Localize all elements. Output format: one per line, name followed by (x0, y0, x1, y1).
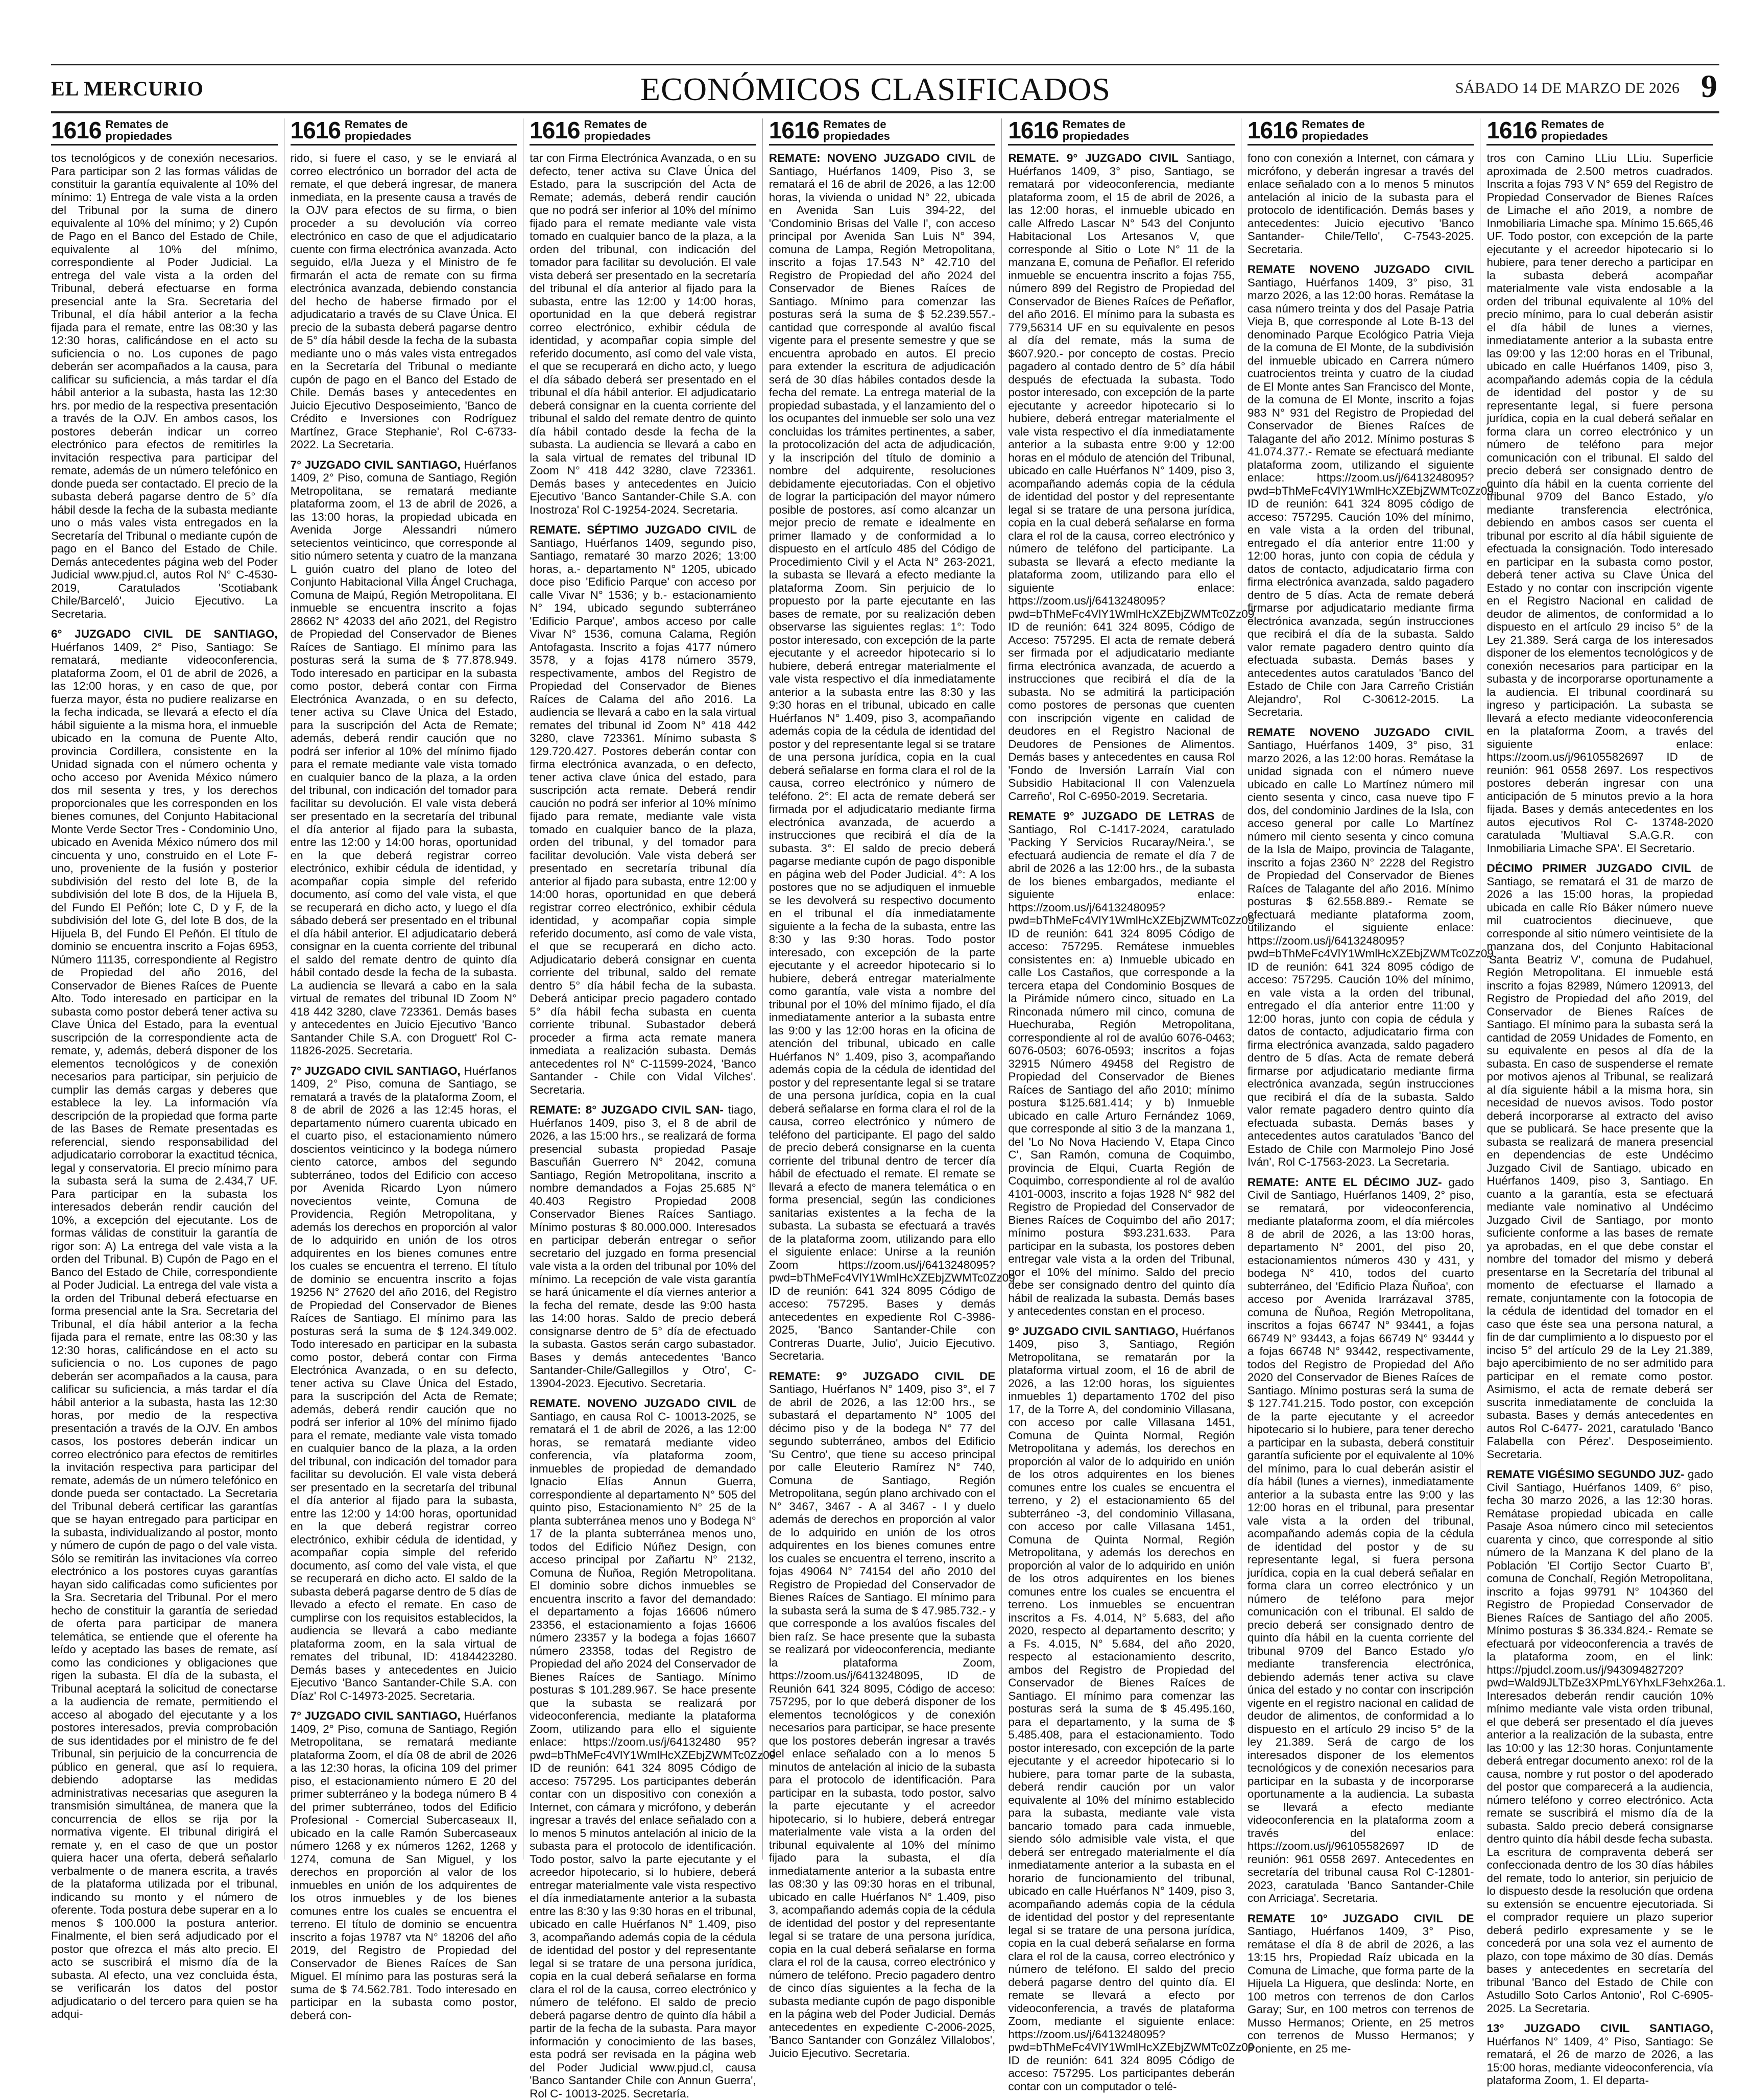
notice-body: gado Civil de Santiago, Huérfanos 1409, 2° piso, se rematará, por videoconferencia, mediante plataforma zoom, el día miércoles 8 de abril de 2026, a las 13:00 horas, departamento N° 2001, del piso 20, estacionamientos números 430 y 431, y bodega N° 410, todos del cuarto subterráneo, del 'Edificio Plaza Ñuñoa', con acceso por Avenida Irarrázaval 3785, comuna de Ñuñoa, Región Metropolitana, inscritos a fojas 66747 N° 93441, a fojas 66749 N° 93443, a fojas 66749 N° 93444 y a fojas 66748 N° 93442, respectivamente, todos del Registro de Propiedad del Año 2020 del Conservador de Bienes Raíces de Santiago. Mínimo posturas será la suma de $ 127.741.215. Todo postor, con excepción de la parte ejecutante y el acreedor hipotecario si lo hubiere, para tener derecho a participar en la subasta, deberá constituir garantía suficiente por el equivalente al 10% del mínimo, para lo cual deberán asistir el día hábil (lunes a viernes), inmediatamente anterior a la subasta entre las 9:00 y las 12:00 horas en el tribunal, para presentar vale vista a la orden del tribunal, acompañando además copia de la cédula de identidad del postor y de su representante legal, si fuera persona jurídica, copia en la cual deberá señalar en forma clara un correo electrónico y un número de teléfono para mejor comunicación con el tribunal. El saldo de precio deberá ser consignado dentro de quinto día hábil en la cuenta corriente del tribunal 9709 del Banco Estado y/o mediante transferencia electrónica, debiendo además tener activa su clave única del estado y no contar con inscripción vigente en el registro nacional en calidad de deudor de alimentos, de conformidad a lo dispuesto en el artículo 29 inciso 5° de la ley 21.389. Será de cargo de los interesados disponer de los elementos tecnológicos y de conexión necesarios para participar en la subasta y de incorporarse oportunamente a la audiencia. La subasta se llevará a efecto mediante videoconferencia en la plataforma zoom a través del enlace: https://zoom.us/j/96105582697 ID de reunión: 961 0558 2697. Antecedentes en secretaría del tribunal causa Rol C-12801-2023, caratulada 'Banco Santander-Chile con Arriciaga'. Secretaria. (1247, 1175, 1474, 1905)
section-label-line1: Remates de (344, 118, 408, 131)
masthead-bottom-rule (51, 111, 1719, 113)
section-label-line2: propiedades (1302, 130, 1369, 143)
column-header (291, 118, 517, 146)
section-code: 1616 (1486, 117, 1537, 144)
notice-heading: DÉCIMO PRIMER JUZGADO CIVIL (1486, 862, 1691, 875)
section-label (823, 118, 890, 142)
section-code: 1616 (1008, 117, 1059, 144)
auction-notice (291, 1065, 517, 1703)
auction-notice (530, 1397, 776, 2100)
auction-notice (291, 1709, 517, 2022)
auction-notice (530, 1103, 756, 1390)
auction-notice (1248, 1912, 1474, 2056)
auction-notice (530, 523, 756, 1096)
column-header (1008, 118, 1235, 146)
notice-heading: REMATE. 9° JUZGADO CIVIL (1008, 152, 1179, 165)
section-label (105, 118, 172, 142)
auction-notice (530, 152, 756, 516)
column-3 (523, 117, 776, 2100)
notice-body: Santiago, Huérfanos 1409, 3° piso, 31 marzo 2026, a las 12:00 horas. Remátase la casa número treinta y dos del Pasaje Patria Vieja B, que corresponde al Lote B-13 del denominado Parque Ecológico Patria Vieja de la comuna de El Monte, de la subdivisión del inmueble ubicado en Carrera número cuatrocientos treinta y cuatro de la ciudad de El Monte antes San Francisco del Monte, de la comuna de El Monte, inscrito a fojas 983 N° 931 del Registro de Propiedad del Conservador de Bienes Raíces de Talagante del año 2012. Mínimo posturas $ 41.074.377.- Remate se efectuará mediante plataforma zoom, utilizando el siguiente enlace: https://zoom.us/j/6413248095?pwd=bThMeFc4VlY1WmlHcXZEbjZWMTc0Zz09, ID de reunión: 641 324 8095 código de acceso: 757295. Caución 10% del mínimo, en vale vista a la orden del tribunal, entregado el día anterior entre 11:00 y 12:00 horas, junto con copia de cédula y datos de contacto, adjudicatario firma con firma electrónica avanzada, saldo pagadero dentro de 5 días. Acta de remate deberá firmarse por adjudicatario mediante firma electrónica avanzada, según instrucciones que recibirá el día de la subasta. Saldo valor remate pagadero dentro quinto día efectuada subasta. Demás bases y antecedentes autos caratulados 'Banco del Estado de Chile con Jara Carreño Cristián Alejandro', Rol C-30612-2015. La Secretaria. (1247, 276, 1497, 719)
column-header (769, 118, 996, 146)
auction-notice (1486, 152, 1713, 855)
notice-heading: 7° JUZGADO CIVIL SANTIAGO, (290, 1709, 461, 1723)
notice-body: Santiago, Huérfanos N° 1409, piso 3°, el 7 de abril de 2026, a las 12:00 hrs., se subastará el departamento N° 1005 del décimo piso y de la bodega N° 77 del segundo subterráneo, ambos del Edificio 'Su Centro', que tiene su acceso principal por calle Eleuterio Ramírez N° 740, Comuna de Santiago, Región Metropolitana, según plano archivado con el N° 3467, 3467 - A al 3467 - I y duelo además de derechos en proporción al valor de lo adquirido en unión de los otros adquirentes en los bienes comunes entre los cuales se encuentra el terreno, inscrito a fojas 49064 N° 74154 del año 2010 del Registro de Propiedad del Conservador de Bienes Raíces de Santiago. El mínimo para la subasta será la suma de $ 47.985.732.- y que corresponde a los avalúos fiscales del bien raíz. Se hace presente que la subasta se realizará por videoconferencia, mediante la plataforma Zoom, https://zoom.us/j/6413248095, ID de Reunión 641 324 8095, Código de acceso: 757295, por lo que deberá disponer de los elementos tecnológicos y de conexión necesarios para participar, se hace presente que los postores deberán ingresar a través del enlace señalado con a lo menos 5 minutos de antelación al inicio de la subasta para el protocolo de identificación. Para participar en la subasta, todo postor, salvo la parte ejecutante y el acreedor hipotecario, si lo hubiere, deberá entregar materialmente vale vista a la orden del tribunal equivalente al 10% del mínimo fijado para la subasta, el día inmediatamente anterior a la subasta entre las 08:30 y las 09:30 horas en el tribunal, ubicado en calle Huérfanos N° 1.409, piso 3, acompañando además copia de la cédula de identidad del postor y del representante legal si se tratare de una persona jurídica, copia en la cual deberá señalarse en forma clara el rol de la causa, correo electrónico y número de teléfono. Precio pagadero dentro de cinco días siguientes a la fecha de la subasta mediante cupón de pago disponible en la página web del Poder Judicial. Demás antecedentes en expediente C-2006-2025, 'Banco Santander con González Villalobos', Juicio Ejecutivo. Secretaria. (769, 1383, 996, 2060)
notice-body: Santiago, Huérfanos 1409, 3° Piso, remátase el día 8 de abril de 2026, a las 13:15 hrs, Propiedad Raíz ubicada en la Comuna de Limache, que forma parte de la Hijuela La Higuera, que deslinda: Norte, en 100 metros con terrenos de don Carlos Garay; Sur, en 100 metros con terrenos de Musso Hermanos; Oriente, en 25 metros con terrenos de Musso Hermanos; y Poniente, en 25 me- (1247, 1925, 1474, 2055)
auction-notice (51, 627, 278, 2021)
page-number: 9 (1701, 68, 1717, 104)
column-6 (1241, 117, 1497, 2055)
notice-body: Huérfanos 1409, 2° Piso, Santiago: Se rematará, mediante videoconferencia, plataforma Zoom, el 01 de abril de 2026, a las 12:00 horas, y en caso de que, por fuerza mayor, ésta no pudiere realizarse en la fecha indicada, se llevará a efecto el día hábil siguiente a la misma hora, el inmueble ubicado en la comuna de Puente Alto, provincia Cordillera, consistente en la Unidad signada con el número ochenta y ocho acceso por Avenida México número dos mil sesenta y tres, y los derechos proporcionales que les corresponden en los bienes comunes, del Conjunto Habitacional Monte Verde Sector Tres - Condominio Uno, ubicado en Avenida México número dos mil cincuenta y uno, construido en el Lote F-uno, proveniente de la fusión y posterior subdivisión del resto del lote B, de la subdivisión del lote B dos, de la Hijuela B, del Fundo El Peñón; lote C, D y F, de la subdivisión del lote G, del lote B dos, de la Hijuela B, del Fundo El Peñón. El título de dominio se encuentra inscrito a Fojas 6953, Número 11135, correspondiente al Registro de Propiedad del año 2016, del Conservador de Bienes Raíces de Puente Alto. Todo interesado en participar en la subasta como postor deberá tener activa su Clave Única del Estado, para la eventual suscripción de la correspondiente acta de remate, y, además, deberá disponer de los elementos tecnológicos y de conexión necesarios para participar, sin perjuicio de cumplir las demás cargas y deberes que establece la ley. La información vía descripción de la propiedad que forma parte de las Bases de Remate presentadas es referencial, siendo responsabilidad del adjudicatario corroborar la exactitud técnica, legal y conservatoria. El precio mínimo para la subasta será la suma de 2.434,7 UF. Para participar en la subasta los interesados deberán rendir caución del 10%, a excepción del ejecutante. Los de formas válidas de constituir la garantía de rigor son: A) La entrega del vale vista a la orden del Tribunal. B) Cupón de Pago en el Banco del Estado de Chile, correspondiente al Poder Judicial. La entrega del vale vista a la orden del Tribunal deberá efectuarse en forma presencial ante la Sra. Secretaria del Tribunal, el día hábil anterior a la fecha fijada para el remate, entre las 08:30 y las 12:30 horas, calificándose en el acto su suficiencia o no. Los cupones de pago deberán ser acompañados a la causa, para calificar su suficiencia, a más tardar el día hábil anterior a la subasta, hasta las 12:30 horas, por medio de la respectiva presentación a través de la OJV. En ambos casos, los postores deberán indicar un correo electrónico para efectos de remitirles la invitación respectiva para participar del remate, además de un número telefónico en donde pueda ser contactado. La Secretaria del Tribunal deberá certificar las garantías que se hayan entregado para participar en la subasta, individualizando al postor, monto y número de cupón de pago o del vale vista. Sólo se remitirán las invitaciones vía correo electrónico a los postores cuyas garantías hayan sido calificadas como suficientes por la Sra. Secretaria del Tribunal. Por el mero hecho de constituir la garantía de seriedad de oferta para participar de manera telemática, se entiende que el oferente ha leído y aceptado las bases de remate, así como las condiciones y obligaciones que rigen la subasta. El día de la subasta, el Tribunal aceptará la solicitud de conectarse a la audiencia de remate, permitiendo el acceso al abogado del ejecutante y a los postores interesados, previa comprobación de sus identidades por el ministro de fe del Tribunal, sin perjuicio de la concurrencia de público en general, que así lo requiera, debiendo adoptarse las medidas administrativas necesarias que aseguren la transmisión simultánea, de manera que la concurrencia de ellos se rija por la normativa vigente. El tribunal dirigirá el remate y, en el caso de que un postor quiera hacer una oferta, deberá señalarlo verbalmente o de manera escrita, a través de la plataforma utilizada por el tribunal, indicando su monto y el número de oferente. Toda postura debe superar en a lo menos $ 100.000 la postura anterior. Finalmente, el bien será adjudicado por el postor que ofrezca el más alto precio. El acto se suscribirá el mismo día de la subasta. Al efecto, una vez concluida ésta, se verificarán los datos del postor adjudicatario o del tercero para quien se ha adqui- (51, 640, 278, 2021)
section-code: 1616 (51, 117, 102, 144)
column-1 (51, 117, 284, 2021)
notice-body: Santiago, Huérfanos 1409, 3° piso, Santiago, se rematará por videoconferencia, mediante plataforma zoom, el 15 de abril de 2026, a las 12:00 horas, el inmueble ubicado en calle Alfredo Lascar N° 543 del Conjunto Habitacional Los Artesanos V, que corresponde al Sitio o Lote N° 11 de la manzana E, comuna de Peñaflor. El referido inmueble se encuentra inscrito a fojas 755, número 899 del Registro de Propiedad del Conservador de Bienes Raíces de Peñaflor, del año 2016. El mínimo para la subasta es 779,56314 UF en su equivalente en pesos al día del remate, más la suma de $607.920.- por concepto de costas. Precio pagadero al contado dentro de 5° día hábil después de efectuada la subasta. Todo postor interesado, con excepción de la parte ejecutante y acreedor hipotecario si lo hubiere, deberá entregar materialmente el vale vista respectivo el día inmediatamente anterior a la subasta entre 9:00 y 12:00 horas en el módulo de atención del Tribunal, ubicado en calle Huérfanos N° 1409, piso 3, acompañando además copia de la cédula de identidad del postor y del representante legal si se tratare de una persona jurídica, copia en la cual deberá señalarse en forma clara el rol de la causa, correo electrónico y número de teléfono del participante. La subasta se llevará a efecto mediante la plataforma zoom, utilizando para ello el siguiente enlace: https://zoom.us/j/6413248095? pwd=bThMeFc4VlY1WmlHcXZEbjZWMTc0Zz09 ID de reunión: 641 324 8095, Código de Acceso: 757295. El acta de remate deberá ser firmada por el adjudicatario mediante firma electrónica avanzada, de acuerdo a instrucciones que recibirá el día de la subasta. No se admitirá la participación como postores de personas que cuenten con inscripción vigente en calidad de deudores en el Registro Nacional de Deudores de Pensiones de Alimentos. Demás bases y antecedentes en causa Rol 'Fondo de Inversión Larraín Vial con Subsidio Habitacional II con Valenzuela Carreño', Rol C-6950-2019. Secretaria. (1008, 152, 1255, 803)
notice-body: rido, si fuere el caso, y se le enviará al correo electrónico un borrador del acta de remate, el que deberá ingresar, de manera inmediata, en la presente causa a través de la OJV para efectos de su firma, o bien proceder a su devolución vía correo electrónico en caso de que el adjudicatario cuente con firma electrónica avanzada. Acto seguido, el/la Jueza y el Ministro de fe firmarán el acta de remate con su firma electrónica avanzada, debiendo constancia del hecho de haberse firmado por el adjudicatario a través de su Clave Única. El precio de la subasta deberá pagarse dentro de 5° día hábil desde la fecha de la subasta mediante uno o más vales vista entregados en la Secretaría del Tribunal o mediante cupón de pago en el Banco del Estado de Chile. Demás bases y antecedentes en Juicio Ejecutivo Desposeimiento, 'Banco de Crédito e Inversiones con Rodríguez Martínez, Grace Stephanie', Rol C-6733-2022. La Secretaria. (290, 152, 517, 451)
column-2 (284, 117, 523, 2022)
section-label-line1: Remates de (584, 118, 647, 131)
notice-heading: REMATE 9° JUZGADO DE LETRAS (1008, 810, 1215, 823)
notice-body: tos tecnológicos y de conexión necesarios. Para participar son 2 las formas válidas de constituir la garantía equivalente al 10% del mínimo: 1) Entrega de vale vista a la orden del Tribunal por la suma de dinero equivalente al 10% del mínimo; y 2) Cupón de Pago en el Banco del Estado de Chile, equivalente al 10% del mínimo, correspondiente al Poder Judicial. La entrega del vale vista a la orden del Tribunal, deberá efectuarse en forma presencial ante la Sra. Secretaria del Tribunal, el día hábil anterior a la fecha fijada para el remate, entre las 08:30 y las 12:30 horas, calificándose en el acto su suficiencia o no. Los cupones de pago deberán ser acompañados a la causa, para calificar su suficiencia, a más tardar el día hábil anterior a la subasta, hasta las 12:30 hrs. por medio de la respectiva presentación a través de la OJV. En ambos casos, los postores deberán indicar un correo electrónico para efectos de remitirles la invitación respectiva para participar del remate, además de un número telefónico en donde pueda ser contactado. El precio de la subasta deberá pagarse dentro de 5° día hábil desde la fecha de la subasta mediante uno o más vales vista entregados en la Secretaría del Tribunal o mediante cupón de pago en el Banco del Estado de Chile. Demás antecedentes página web del Poder Judicial www.pjud.cl, autos Rol N° C-4530-2019, Caratulados 'Scotiabank Chile/Barceló', Juicio Ejecutivo. La Secretaria. (51, 152, 278, 620)
section-label-line1: Remates de (1541, 118, 1604, 131)
auction-notice (1008, 152, 1255, 803)
section-label-line2: propiedades (1541, 130, 1608, 143)
notice-body: tar con Firma Electrónica Avanzada, o en su defecto, tener activa su Clave Única del Estado, para la suscripción del Acta de Remate; además, deberá rendir caución que no podrá ser inferior al 10% del mínimo fijado para el remate mediante vale vista tomado en cualquier banco de la plaza, a la orden del tribunal, con indicación del tomador para facilitar su devolución. El vale vista deberá ser presentado en la secretaría del tribunal el día anterior al fijado para la subasta, entre las 12:00 y 14:00 horas, oportunidad en la que deberá registrar correo electrónico, exhibir cédula de identidad, y acompañar copia simple del referido documento, así como del vale vista, el que se recuperará en dicho acto, y luego el día sábado deberá ser presentado en el tribunal el día hábil anterior. El adjudicatario deberá consignar en la cuenta corriente del tribunal el saldo del remate dentro de quinto día hábil contado desde la fecha de la subasta. La audiencia se llevará a cabo en la sala virtual de remates del tribunal ID Zoom N° 418 442 3280, clave 723361. Demás bases y antecedentes en Juicio Ejecutivo 'Banco Santander-Chile S.A. con Inostroza' Rol C-19254-2024. Secretaria. (530, 152, 756, 516)
column-header (530, 118, 756, 146)
auction-notice (1486, 2022, 1713, 2087)
auction-notice (291, 458, 517, 1057)
notice-body: de Santiago, Huérfanos 1409, Piso 3, se rematará el 16 de abril de 2026, a las 12:00 horas, la vivienda o unidad N° 22, ubicada en Avenida San Luis 394-22, del 'Condominio Brisas del Valle I', con acceso principal por Avenida San Luis N° 394, comuna de Lampa, Región Metropolitana, inscrito a fojas 17.543 N° 42.710 del Registro de Propiedad del año 2024 del Conservador de Bienes Raíces de Santiago. Mínimo para comenzar las posturas será la suma de $ 52.239.557.- cantidad que corresponde al avalúo fiscal vigente para el presente semestre y que se encuentra aprobado en autos. El precio para extender la escritura de adjudicación será de 30 días hábiles contados desde la fecha del remate. La entrega material de la propiedad subastada, y el lanzamiento del o los ocupantes del inmueble ser solo una vez concluidas los trámites pertinentes, a saber, la protocolización del acta de adjudicación, y la inscripción del título de dominio a nombre del adquirente, resoluciones debidamente ejecutoriadas. Con el objetivo de lograr la participación del mayor número posible de postores, así como alcanzar un mejor precio de remate e idealmente en primer llamado y de conformidad a lo dispuesto en el artículo 485 del Código de Procedimiento Civil y el Acta N° 263-2021, la subasta se llevará a efecto mediante la plataforma Zoom. Sin perjuicio de lo propuesto por la parte ejecutante en las bases de remate, por su realización deben observarse las siguientes reglas: 1°: Todo postor interesado, con excepción de la parte ejecutante y el acreedor hipotecario si lo hubiere, deberá entregar materialmente el vale vista respectivo el día inmediatamente anterior a la subasta entre las 8:30 y las 9:30 horas en el tribunal, ubicado en calle Huérfanos N° 1.409, piso 3, acompañando además copia de la cédula de identidad del postor y del representante legal si se tratare de una persona jurídica, copia en la cual deberá señalarse en forma clara el rol de la causa, correo electrónico y número de teléfono. 2°: El acta de remate deberá ser firmada por el adjudicatario mediante firma electrónica avanzada, de acuerdo a instrucciones que recibirá el día de la subasta. 3°: El saldo de precio deberá pagarse mediante cupón de pago disponible en página web del Poder Judicial. 4°: A los postores que no se adjudiquen el inmueble se les devolverá su respectivo documento en el tribunal el día inmediatamente siguiente a la fecha de la subasta, entre las 8:30 y las 9:30 horas. Todo postor interesado, con excepción de la parte ejecutante y el acreedor hipotecario si lo hubiere, deberá entregar materialmente como garantía, vale vista a nombre del tribunal por el 10% del mínimo fijado, el día inmediatamente anterior a la subasta entre las 9:00 y las 12:00 horas en la oficina de atención del tribunal, ubicado en calle Huérfanos N° 1.409, piso 3, acompañando además copia de la cédula de identidad del postor y del representante legal si se tratare de una persona jurídica, copia en la cual deberá señalarse en forma clara el rol de la causa, correo electrónico y número de teléfono del participante. El pago del saldo de precio deberá consignarse en la cuenta corriente del tribunal dentro de tercer día hábil de efectuado el remate. El remate se llevará a efecto de manera telemática o en forma presencial, según las condiciones sanitarias existentes a la fecha de la subasta. La subasta se efectuará a través de la plataforma zoom, utilizando para ello el siguiente enlace: Unirse a la reunión Zoom https://zoom.us/j/6413248095? pwd=bThMeFc4VlY1WmlHcXZEbjZWMTc0Zz09 ID de reunión: 641 324 8095 Código de acceso: 757295. Bases y demás antecedentes en expediente Rol C-3986-2025, 'Banco Santander-Chile con Contreras Duarte, Julio', Juicio Ejecutivo. Secretaria. (769, 152, 1015, 1363)
notice-body: de Santiago, en causa Rol C- 10013-2025, se rematará el 1 de abril de 2026, a las 12:00 horas, se rematará mediante video conferencia, vía plataforma zoom, inmuebles de propiedad de demandado Ignacio Elías Annun Guerra, correspondiente al departamento N° 505 del quinto piso, Estacionamiento N° 25 de la planta subterránea menos uno y Bodega N° 17 de la planta subterránea menos uno, todos del Edificio Núñez Design, con acceso principal por Zañartu N° 2132, Comuna de Ñuñoa, Región Metropolitana. El dominio sobre dichos inmuebles se encuentra inscrito a favor del demandado: el departamento a fojas 16606 número 23356, el estacionamiento a fojas 16606 número 23357 y la bodega a fojas 16607 número 23358, todas del Registro de Propiedad del año 2024 del Conservador de Bienes Raíces de Santiago. Mínimo posturas $ 101.289.967. Se hace presente que la subasta se realizará por videoconferencia, mediante la plataforma Zoom, utilizando para ello el siguiente enlace: https://zoom.us/j/64132480 95?pwd=bThMeFc4VlY1WmlHcXZEbjZWMTc0Zz09 ID de reunión: 641 324 8095 Código de acceso: 757295. Los participantes deberán contar con un dispositivo con conexión a Internet, con cámara y micrófono, y deberán ingresar a través del enlace señalado con a lo menos 5 minutos antelación al inicio de la subasta para el protocolo de identificación. Todo postor, salvo la parte ejecutante y el acreedor hipotecario, si lo hubiere, deberá entregar materialmente vale vista respectivo el día inmediatamente anterior a la subasta entre las 8:30 y las 9:30 horas en el tribunal, ubicado en calle Huérfanos N° 1.409, piso 3, acompañando además copia de la cédula de identidad del postor y del representante legal si se tratare de una persona jurídica, copia en la cual deberá señalarse en forma clara el rol de la causa, correo electrónico y número de teléfono. El saldo de precio deberá pagarse dentro de quinto día hábil a partir de la fecha de la subasta. Para mayor información y conocimiento de las bases, esta podrá ser revisada en la página web del Poder Judicial www.pjud.cl, causa 'Banco Santander Chile con Annun Guerra', Rol C- 10013-2025. Secretaría. (530, 1397, 776, 2100)
column-7 (1480, 117, 1726, 2087)
masthead-top-rule (51, 64, 1719, 65)
column-header (1248, 118, 1474, 146)
auction-notice (1247, 726, 1497, 1169)
notice-body: Huérfanos N° 1409, 4° Piso, Santiago: Se rematará, el 26 de marzo de 2026, a las 15:00 horas, mediante videoconferencia, vía plataforma Zoom, 1. El departa- (1486, 2035, 1714, 2087)
section-label-line2: propiedades (584, 130, 651, 143)
section-code: 1616 (530, 117, 580, 144)
notice-heading: REMATE VIGÉSIMO SEGUNDO JUZ- (1486, 1468, 1685, 1481)
section-label-line1: Remates de (105, 118, 169, 131)
auction-notice (769, 152, 1015, 1363)
auction-notice (1008, 1324, 1255, 2093)
column-header (51, 118, 278, 146)
newspaper-name: EL MERCURIO (51, 77, 204, 100)
notice-body: de Santiago, se rematará el 31 de marzo de 2026 a las 15:00 horas, la propiedad ubicada en calle Río Báker número nueve mil cuatrocientos diecinueve, que corresponde al sitio número veintisiete de la manzana dos, del Conjunto Habitacional 'Santa Beatriz V', comuna de Pudahuel, Región Metropolitana. El inmueble está inscrito a fojas 82989, Número 120913, del Registro de Propiedad del año 2019, del Conservador de Bienes Raíces de Santiago. El mínimo para la subasta será la cantidad de 2059 Unidades de Fomento, en su equivalente en pesos al día de la subasta. En caso de suspenderse el remate por motivos ajenos al Tribunal, se realizará al día siguiente hábil a la misma hora, sin necesidad de nuevos avisos. Todo postor deberá incorporarse al extracto del aviso que se publicará. Se hace presente que la subasta se realizará de manera presencial en dependencias de este Undécimo Juzgado Civil de Santiago, ubicado en Huérfanos 1409, piso 3, Santiago. En cuanto a la garantía, esta se efectuará mediante vale nominativo al Undécimo Juzgado Civil de Santiago, por monto suficiente conforme a las bases de remate ya aprobadas, en el que debe constar el nombre del tomador del mismo y deberá presentarse en la Secretaría del tribunal al momento de efectuarse el llamado a remate, conjuntamente con la fotocopia de la cédula de identidad del tomador en el caso que éste sea una persona natural, a fin de dar cumplimiento a lo dispuesto por el inciso 5° del artículo 29 de la Ley 21.389, bajo apercibimiento de no ser admitido para participar en el remate como postor. Asimismo, el acta de remate deberá ser suscrita inmediatamente de concluida la subasta. Bases y demás antecedentes en autos Rol C-6477- 2021, caratulado 'Banco Falabella con Pérez'. Desposeimiento. Secretaria. (1486, 862, 1714, 1461)
notice-heading: REMATE: 9° JUZGADO CIVIL DE (769, 1369, 996, 1383)
section-label-line2: propiedades (344, 130, 412, 143)
notice-heading: REMATE. NOVENO JUZGADO CIVIL (530, 1397, 737, 1410)
auction-notice (1486, 1468, 1726, 2015)
section-label (1541, 118, 1608, 142)
section-label-line1: Remates de (1062, 118, 1126, 131)
notice-heading: REMATE: NOVENO JUZGADO CIVIL (769, 152, 976, 165)
section-label-line2: propiedades (1062, 130, 1130, 143)
publication-date: SÁBADO 14 DE MARZO DE 2026 (1455, 80, 1680, 96)
notice-body: de Santiago, Huérfanos 1409, segundo piso, Santiago, remataré 30 marzo 2026; 13:00 horas, a.- departamento N° 1205, ubicado doce piso 'Edificio Parque' con acceso por calle Vivar N° 1536; y b.- estacionamiento N° 194, ubicado segundo subterráneo 'Edificio Parque', ambos acceso por calle Vivar N° 1536, comuna Calama, Región Antofagasta. Inscrito a fojas 4177 número 3578, y a fojas 4178 número 3579, respectivamente, ambos del Registro de Propiedad del Conservador de Bienes Raíces de Calama del año 2016. La audiencia se llevará a cabo en la sala virtual remates del tribunal id Zoom N° 418 442 3280, clave 723361. Mínimo subasta $ 129.720.427. Postores deberán contar con firma electrónica avanzada, o en defecto, tener activa clave única del estado, para suscripción acta remate. Deberá rendir caución no podrá ser inferior al 10% mínimo fijado para remate, mediante vale vista tomado en cualquier banco de la plaza, orden del tribunal, y del tomador para facilitar devolución. Vale vista deberá ser presentado en secretaría tribunal día anterior al fijado para subasta, entre 12:00 y 14:00 horas, oportunidad en que deberá registrar correo electrónico, exhibir cédula identidad, y acompañar copia simple referido documento, así como de vale vista, el que se recuperará en dicho acto. Adjudicatario deberá consignar en cuenta corriente del tribunal, saldo del remate dentro 5° día hábil fecha de la subasta. Deberá anticipar precio pagadero contado 5° día hábil fecha subasta en cuenta corriente tribunal. Subastador deberá proceder a firma acta remate manera inmediata a realización subasta. Demás antecedentes rol N° C-11599-2024, 'Banco Santander - Chile con Vidal Vilches'. Secretaria. (530, 523, 756, 1096)
notice-body: Santiago, Huérfanos 1409, 3° piso, 31 marzo 2026, a las 12:00 horas. Remátase la unidad signada con el número nueve ubicado en calle Lo Martínez número mil ciento sesenta y cinco, casa nueve tipo F dos, del condominio Jardines de la Isla, con acceso general por calle Lo Martínez número mil ciento sesenta y cinco comuna de la Isla de Maipo, provincia de Talagante, inscrito a fojas 2360 N° 2228 del Registro de Propiedad del Conservador de Bienes Raíces de Talagante del año 2016. Mínimo posturas $ 62.558.889.- Remate se efectuará mediante plataforma zoom, utilizando el siguiente enlace: https://zoom.us/j/6413248095?pwd=bThMeFc4VlY1WmlHcXZEbjZWMTc0Zz09, ID de reunión: 641 324 8095 código de acceso: 757295. Caución 10% del mínimo, en vale vista a la orden del tribunal, entregado el día anterior entre 11:00 y 12:00 horas, junto con copia de cédula y datos de contacto, adjudicatario firma con firma electrónica avanzada, saldo pagadero dentro de 5 días. Acta de remate deberá firmarse por adjudicatario mediante firma electrónica avanzada, según instrucciones que recibirá el día de la subasta. Saldo valor remate pagadero dentro quinto día efectuada subasta. Demás bases y antecedentes autos caratulados 'Banco del Estado de Chile con Marmolejo Pino José Iván', Rol C-17563-2023. La Secretaria. (1247, 739, 1497, 1169)
auction-notice (1248, 1176, 1474, 1905)
column-header (1486, 118, 1713, 146)
auction-notice (1008, 810, 1255, 1318)
column-4 (762, 117, 1015, 2060)
notice-body: de Santiago, Rol C-1417-2024, caratulado 'Packing Y Servicios Rucaray/Neira.', se efectuará audiencia de remate el día 7 de abril de 2026 a las 12:00 hrs., de la subasta de los bienes embargados, mediante el siguiente enlace: https://zoom.us/j/6413248095?pwd=bThMeFc4VlY1WmlHcXZEbjZWMTc0Zz09 ID de reunión: 641 324 8095 Código de acceso: 757295. Remátese inmuebles consistentes en: a) Inmueble ubicado en calle Los Castaños, que corresponde a la tercera etapa del Condominio Bosques de la Pirámide número cinco, situado en La Rinconada número mil cinco, comuna de Huechuraba, Región Metropolitana, correspondiente al rol de avalúo 6076-0463; 6076-0503; 6076-0593; inscritos a fojas 32915 Número 49458 del Registro de Propiedad del Conservador de Bienes Raíces de Santiago del año 2010; mínimo postura $125.681.414; y b) Inmueble ubicado en calle Arturo Fernández 1069, que corresponde al sitio 3 de la manzana 1, del 'Lo No Nova Haciendo V, Etapa Cinco C', San Ramón, comuna de Coquimbo, provincia de Elqui, Cuarta Región de Coquimbo, correspondiente al rol de avalúo 4101-0003, inscrito a fojas 1928 N° 982 del Registro de Propiedad del Conservador de Bienes Raíces de Coquimbo del año 2017; mínimo postura $93.231.633. Para participar en la subasta, los postores deben entregar vale vista a la orden del Tribunal, por el 10% del mínimo. Saldo del precio debe ser consignado dentro del quinto día hábil de realizada la subasta. Demás bases y antecedentes constan en el proceso. (1008, 810, 1255, 1318)
section-label (1063, 118, 1130, 142)
section-label (584, 118, 651, 142)
notice-heading: 7° JUZGADO CIVIL SANTIAGO, (290, 458, 461, 471)
section-code: 1616 (290, 117, 341, 144)
notice-heading: 7° JUZGADO CIVIL SANTIAGO, (290, 1064, 461, 1077)
notice-body: tiago, Huérfanos 1409, piso 3, el 8 de abril de 2026, a las 15:00 hrs., se realizará de forma presencial subasta propiedad Pasaje Bascuñán Guerrero N° 2042, comuna Santiago, Región Metropolitana, inscrito a nombre demandados a Fojas 25.685 N° 40.403 Registro Propiedad 2008 Conservador Bienes Raíces Santiago. Mínimo posturas $ 80.000.000. Interesados en participar deberán entregar o señor secretario del juzgado en forma presencial vale vista a la orden del tribunal por 10% del mínimo. La recepción de vale vista garantía se hará únicamente el día viernes anterior a la fecha del remate, desde las 9:00 hasta las 14:00 horas. Saldo de precio deberá consignarse dentro de 5° día de efectuado la subasta. Gastos serán cargo subastador. Bases y demás antecedentes 'Banco Santander-Chile/Gallegillos y Otro', C-13904-2023. Ejecutivo. Secretaria. (530, 1103, 756, 1390)
notice-heading: REMATE: 8° JUZGADO CIVIL SAN- (530, 1103, 724, 1117)
notice-body: fono con conexión a Internet, con cámara y micrófono, y deberán ingresar a través del enlace señalado con a lo menos 5 minutos antelación al inicio de la subasta para el protocolo de identificación. Demás bases y antecedentes: Juicio ejecutivo 'Banco Santander- Chile/Tello', C-7543-2025. Secretaria. (1247, 152, 1474, 256)
section-title: ECONÓMICOS CLASIFICADOS (640, 71, 1111, 107)
section-label-line1: Remates de (823, 118, 886, 131)
notice-heading: 13° JUZGADO CIVIL SANTIAGO, (1486, 2022, 1714, 2035)
classified-columns (51, 117, 1726, 2100)
notice-heading: REMATE NOVENO JUZGADO CIVIL (1247, 726, 1474, 739)
notice-heading: 9° JUZGADO CIVIL SANTIAGO, (1008, 1324, 1179, 1338)
notice-body: gado Civil Santiago, Huérfanos 1409, 6° piso, fecha 30 marzo 2026, a las 12:30 horas. Remátase propiedad ubicada en calle Pasaje Asoa número cinco mil setecientos cuarenta y cinco, que corresponde al sitio número de la Manzana K del plano de la Población 'El Cortijo Sector Cuarto B', comuna de Conchalí, Región Metropolitana, inscrito a fojas 99791 N° 104360 del Registro de Propiedad Conservador de Bienes Raíces de Santiago del año 2005. Mínimo posturas $ 36.334.824.- Remate se efectuará por videoconferencia a través de la plataforma zoom, en el link: https://pjudcl.zoom.us/j/94309482720?pwd=Wald9JLTbZe3XPmLY6YhxLF3ehx26a.1. Interesados deberán rendir caución 10% mínimo mediante vale vista orden tribunal, el que deberá ser presentado el día jueves anterior a la realización de la subasta, entre las 10:00 y las 12:30 horas. Conjuntamente deberá entregar documento anexo: rol de la causa, nombre y rut postor o del apoderado del postor que comparecerá a la audiencia, número teléfono y correo electrónico. Acta remate se suscribirá el mismo día de la subasta. Saldo precio deberá consignarse dentro quinto día hábil desde fecha subasta. La escritura de compraventa deberá ser confeccionada dentro de los 30 días hábiles del remate, todo lo anterior, sin perjuicio de lo dispuesto desde la resolución que ordena su extensión se encuentre ejecutoriada. Si el comprador requiere un plazo superior deberá pedirlo expresamente y se le concederá por una sola vez el aumento de plazo, con tope máximo de 30 días. Demás bases y antecedentes en secretaría del tribunal 'Banco del Estado de Chile con Astudillo Soto Carlos Antonio', Rol C-6905-2025. La Secretaria. (1486, 1468, 1726, 2015)
auction-notice (1486, 862, 1713, 1461)
auction-notice (1248, 152, 1474, 256)
notice-heading: REMATE NOVENO JUZGADO CIVIL (1247, 263, 1474, 276)
notice-body: tros con Camino LLiu LLiu. Superficie aproximada de 2.500 metros cuadrados. Inscrita a fojas 793 V N° 659 del Registro de Propiedad Conservador de Bienes Raíces de Limache el año 2019, a nombre de Inmobiliaria Limache spa. Mínimo 15.665,46 UF. Todo postor, con excepción de la parte ejecutante y el acreedor hipotecario si lo hubiere, para tener derecho a participar en la subasta deberá acompañar materialmente vale vista endosable a la orden del tribunal equivalente al 10% del precio mínimo, para lo cual deberán asistir el día hábil de lunes a viernes, inmediatamente anterior a la subasta entre las 09:00 y las 12:00 horas en el Tribunal, ubicado en calle Huérfanos 1409, piso 3, acompañando además copia de la cédula de identidad del postor y de su representante legal, si fuere persona jurídica, copia en la cual deberá señalar en forma clara un correo electrónico y un número de teléfono para mejor comunicación con el tribunal. El saldo del precio deberá ser consignado dentro de quinto día hábil en la cuenta corriente del tribunal 9709 del Banco Estado, y/o mediante transferencia electrónica, debiendo en ambos casos ser cuenta el tribunal por escrito al día hábil siguiente de efectuada la consignación. Todo interesado en participar en la subasta como postor, deberá tener activa su Clave Única del Estado y no contar con inscripción vigente en el Registro Nacional en calidad de deudor de alimentos, de conformidad a lo dispuesto en el artículo 29 inciso 5° de la Ley 21.389. Será carga de los interesados disponer de los elementos tecnológicos y de conexión necesarios para participar en la subasta y de incorporarse oportunamente a la audiencia. El tribunal coordinará su ingreso y participación. La subasta se llevará a efecto mediante videoconferencia en la plataforma Zoom, a través del siguiente enlace: https://zoom.us/j/96105582697 ID de reunión: 961 0558 2697. Los respectivos postores deberán ingresar con una anticipación de 5 minutos previo a la hora fijada. Bases y demás antecedentes en los autos ejecutivos Rol C- 13748-2020 caratulada 'Multiaval S.A.G.R. con Inmobiliaria Limache SPA'. El Secretario. (1486, 152, 1714, 855)
notice-body: Huérfanos 1409, 2° Piso, comuna de Santiago, Región Metropolitana, se rematará mediante plataforma Zoom, el día 08 de abril de 2026 a las 12:30 horas, la oficina 109 del primer piso, el estacionamiento número E 20 del primer subterráneo y la bodega número B 4 del primer subterráneo, todos del Edificio Profesional - Comercial Subercaseaux II, ubicado en la calle Ramón Subercaseaux número 1268 y ex números 1262, 1268 y 1274, comuna de San Miguel, y los derechos en proporción al valor de los inmuebles en unión de los adquirentes de los otros inmuebles y de los bienes comunes entre los cuales se encuentra el terreno. El título de dominio se encuentra inscrito a fojas 19787 vta N° 18206 del año 2019, del Registro de Propiedad del Conservador de Bienes Raíces de San Miguel. El mínimo para las posturas será la suma de $ 74.562.781. Todo interesado en participar en la subasta como postor, deberá con- (290, 1709, 517, 2022)
section-label-line2: propiedades (823, 130, 890, 143)
section-code: 1616 (1247, 117, 1298, 144)
section-label (1302, 118, 1369, 142)
column-5 (1001, 117, 1255, 2093)
notice-heading: REMATE. SÉPTIMO JUZGADO CIVIL (530, 523, 737, 537)
notice-body: Huérfanos 1409, piso 3, Santiago, Región Metropolitana, se rematarán por la plataforma virtual zoom, el 16 de abril de 2026, a las 12:00 horas, los siguientes inmuebles 1) departamento 1702 del piso 17, de la Torre A, del condominio Villasana, con acceso por calle Villasana 1451, Comuna de Quinta Normal, Región Metropolitana y además, los derechos en proporción al valor de lo adquirido en unión de los otros adquirentes en los bienes comunes entre los cuales se encuentra el terreno, y 2) el estacionamiento 65 del subterráneo -3, del condominio Villasana, con acceso por calle Villasana 1451, Comuna de Quinta Normal, Región Metropolitana, y además los derechos en proporción al valor de lo adquirido en unión de los otros adquirentes en los bienes comunes entre los cuales se encuentra el terreno. Los inmuebles se encuentran inscritos a Fs. 4.014, N° 5.683, del año 2020, respecto al departamento descrito; y a Fs. 4.015, N° 5.684, del año 2020, respecto al estacionamiento descrito, ambos del Registro de Propiedad del Conservador de Bienes Raíces de Santiago. El mínimo para comenzar las posturas será la suma de $ 45.495.160, para el departamento, y la suma de $ 5.485.408, para el estacionamiento. Todo postor interesado, con excepción de la parte ejecutante y el acreedor hipotecario si lo hubiere, para tomar parte de la subasta, deberá rendir caución por un valor equivalente al 10% del mínimo establecido para la subasta, mediante vale vista bancario tomado para cada inmueble, siendo sólo admisible vale vista, el que deberá ser entregado materialmente el día inmediatamente anterior a la subasta en el horario de funcionamiento del tribunal, ubicado en calle Huérfanos N° 1409, piso 3, acompañando además copia de la cédula de identidad del postor y del representante legal si se tratare de una persona jurídica, copia en la cual deberá señalarse en forma clara el rol de la causa, correo electrónico y número de teléfono. El saldo del precio deberá pagarse dentro del quinto día. El remate se llevará a efecto por videoconferencia, a través de plataforma Zoom, mediante el siguiente enlace: https://zoom.us/j/6413248095?pwd=bThMeFc4VlY1WmlHcXZEbjZWMTc0Zz09 ID de reunión: 641 324 8095 Código de acceso: 757295. Los participantes deberán contar con un computador o telé- (1008, 1324, 1255, 2093)
section-label (345, 118, 412, 142)
section-code: 1616 (769, 117, 820, 144)
auction-notice (51, 152, 278, 620)
section-label-line2: propiedades (105, 130, 173, 143)
auction-notice (1247, 263, 1497, 719)
notice-heading: REMATE 10° JUZGADO CIVIL DE (1247, 1912, 1474, 1925)
auction-notice (769, 1370, 996, 2060)
auction-notice (291, 152, 517, 451)
notice-body: Huérfanos 1409, 2° Piso, comuna de Santiago, se rematará a través de la plataforma Zoom, el 8 de abril de 2026 a las 12:45 horas, el departamento número cuarenta ubicado en el cuarto piso, el estacionamiento número doscientos veinticinco y la bodega número ciento catorce, ambos del segundo subterráneo, todos del Edificio con acceso por Avenida Ricardo Lyon número novecientos veinte, Comuna de Providencia, Región Metropolitana, y además los derechos en proporción al valor de lo adquirido en unión de los otros adquirentes en los bienes comunes entre los cuales se encuentra el terreno. El título de dominio se encuentra inscrito a fojas 19256 N° 27620 del año 2016, del Registro de Propiedad del Conservador de Bienes Raíces de Santiago. El mínimo para las posturas será la suma de $ 124.349.002. Todo interesado en participar en la subasta como postor, deberá contar con Firma Electrónica Avanzada, o en su defecto, tener activa su Clave Única del Estado, para la suscripción del Acta de Remate; además, deberá rendir caución que no podrá ser inferior al 10% del mínimo fijado para el remate, mediante vale vista tomado en cualquier banco de la plaza, a la orden del tribunal, con indicación del tomador para facilitar su devolución. El vale vista deberá ser presentado en la secretaría del tribunal el día anterior al fijado para la subasta, entre las 12:00 y 14:00 horas, oportunidad en la que deberá registrar correo electrónico, exhibir cédula de identidad, y acompañar copia simple del referido documento, así como del vale vista, el que se recuperará en dicho acto. El saldo de la subasta deberá pagarse dentro de 5 días de llevado a efecto el remate. En caso de cumplirse con los requisitos establecidos, la audiencia se llevará a cabo mediante plataforma zoom, en la sala virtual de remates del tribunal, ID: 4184423280. Demás bases y antecedentes en Juicio Ejecutivo 'Banco Santander-Chile S.A. con Díaz' Rol C-14973-2025. Secretaria. (290, 1064, 517, 1702)
notice-heading: 6° JUZGADO CIVIL DE SANTIAGO, (51, 627, 278, 641)
notice-heading: REMATE: ANTE EL DÉCIMO JUZ- (1247, 1175, 1442, 1189)
notice-body: Huérfanos 1409, 2° Piso, comuna de Santiago, Región Metropolitana, se rematará mediante plataforma zoom, el 13 de abril de 2026, a las 13:00 horas, la propiedad ubicada en Avenida Jorge Alessandri número setecientos veinticinco, que corresponde al sitio número setenta y cuatro de la manzana L guión cuatro del plano de loteo del Conjunto Habitacional Villa Ángel Cruchaga, Comuna de Maipú, Región Metropolitana. El inmueble se encuentra inscrito a fojas 28662 N° 42033 del año 2021, del Registro de Propiedad del Conservador de Bienes Raíces de Santiago. El mínimo para las posturas será la suma de $ 77.878.949. Todo interesado en participar en la subasta como postor, deberá contar con Firma Electrónica Avanzada, o en su defecto, tener activa su Clave Única del Estado, para la suscripción del Acta de Remate; además, deberá rendir caución que no podrá ser inferior al 10% del mínimo fijado para el remate mediante vale vista tomado en cualquier banco de la plaza, a la orden del tribunal, con indicación del tomador para facilitar su devolución. El vale vista deberá ser presentado en la secretaría del tribunal el día anterior al fijado para la subasta, entre las 12:00 y 14:00 horas, oportunidad en la que deberá registrar correo electrónico, exhibir cédula de identidad, y acompañar copia simple del referido documento, así como del vale vista, el que se recuperará en dicho acto, y luego el día sábado deberá ser presentado en el tribunal el día hábil anterior. El adjudicatario deberá consignar en la cuenta corriente del tribunal el saldo del remate dentro de quinto día hábil contado desde la fecha de la subasta. La audiencia se llevará a cabo en la sala virtual de remates del tribunal ID Zoom N° 418 442 3280, clave 723361. Demás bases y antecedentes en Juicio Ejecutivo 'Banco Santander Chile S.A. con Droguett' Rol C-11826-2025. Secretaria. (290, 458, 517, 1057)
section-label-line1: Remates de (1302, 118, 1365, 131)
